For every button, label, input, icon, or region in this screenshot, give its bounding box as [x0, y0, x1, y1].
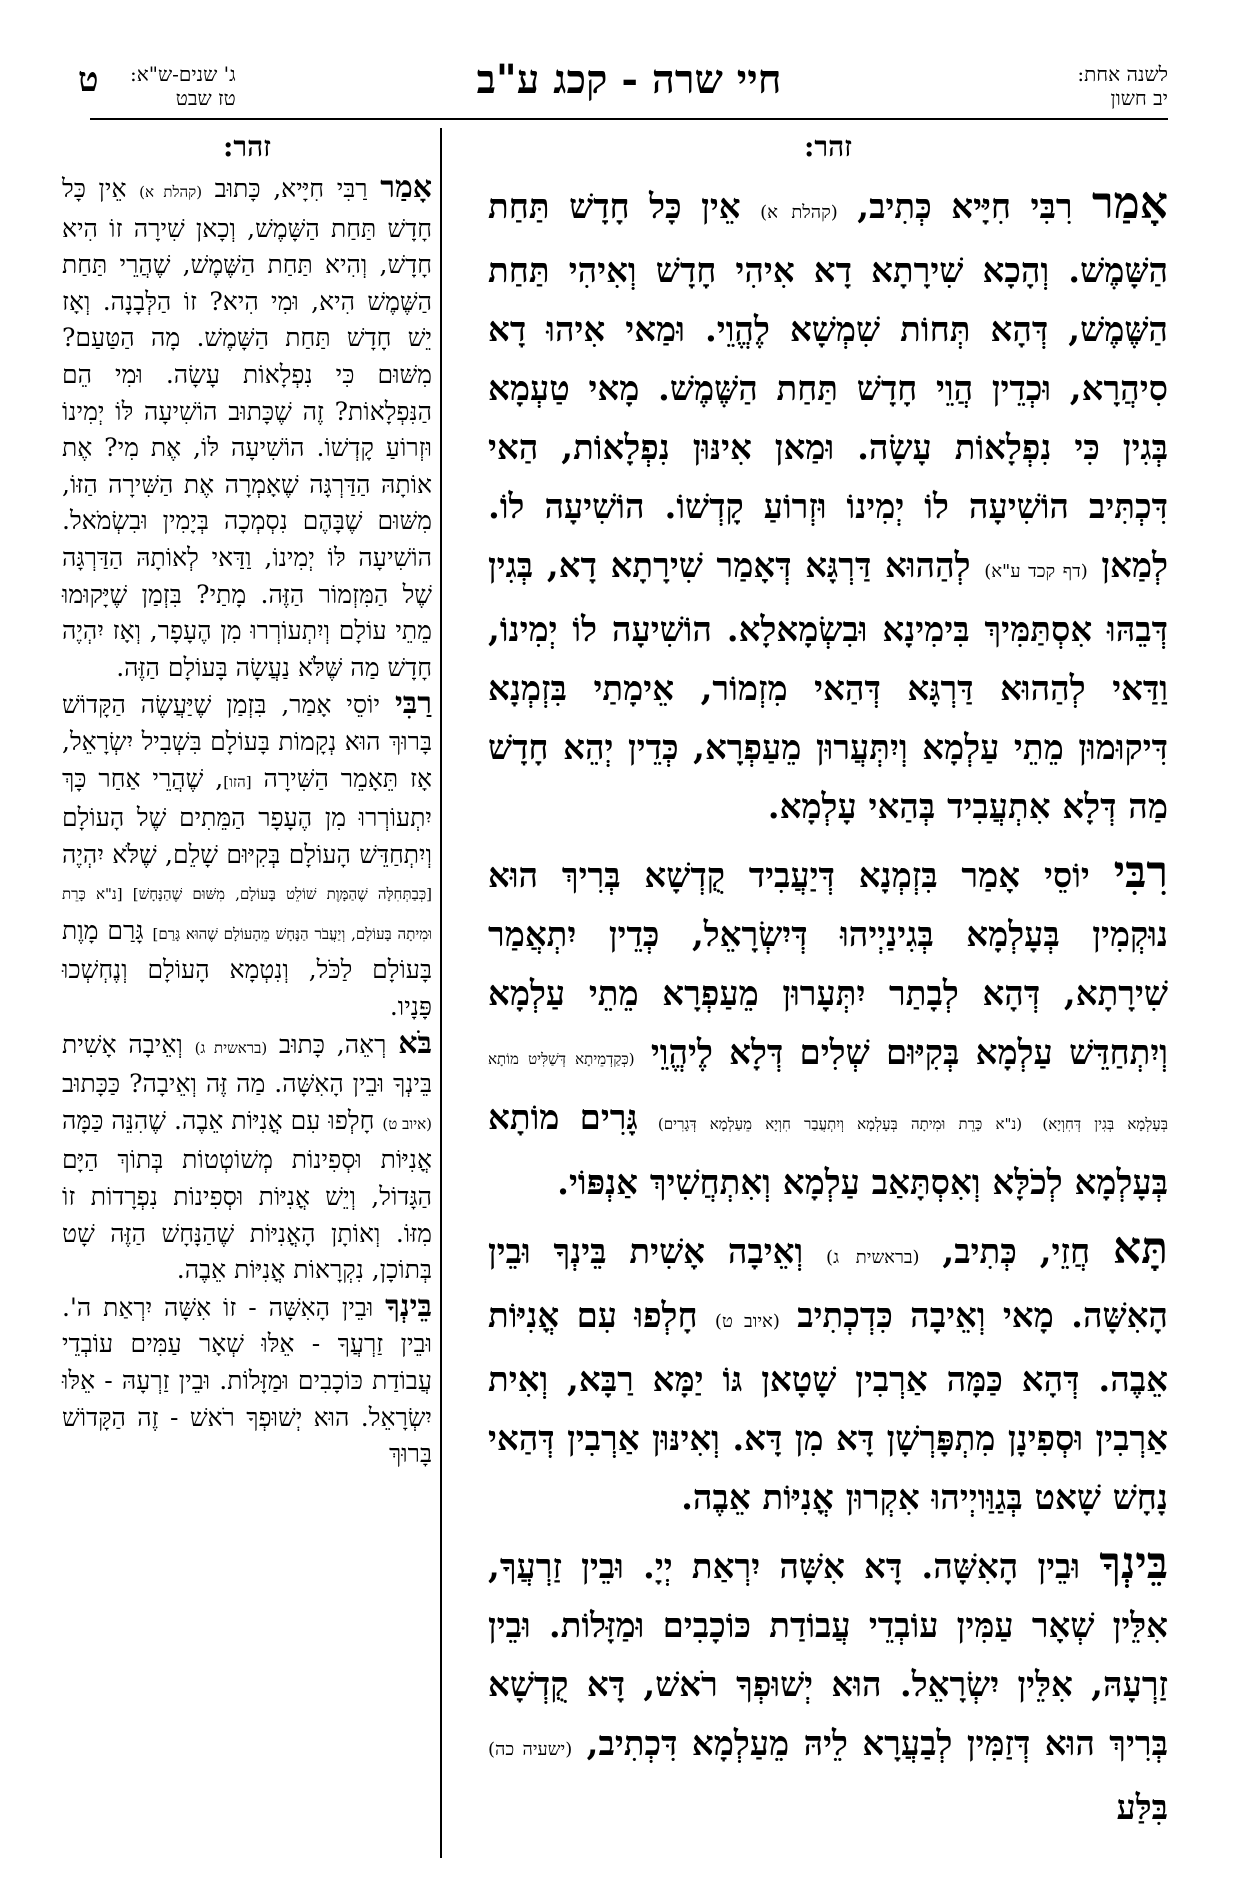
source-reference: (קהלת א)	[139, 183, 203, 201]
paragraph-text: אֵין כָּל חָדָשׁ תַּחַת הַשָּׁמֶשׁ, וְכָאן שִׁירָה זוֹ הִיא חָדָשׁ, וְהִיא תַּחַת הַשֶּׁמֶשׁ, שֶׁהֲרֵי תַּחַת הַשֶּׁמֶשׁ הִיא, וּמִי הִיא? זוֹ הַלְּבָנָה. וְאָז יֵשׁ חָדָשׁ תַּחַת הַשָּׁמֶשׁ. מָה הַטַּעַם? מִשּׁוּם כִּי נִפְלָאוֹת עָשָׂה. וּמִי הֵם הַנִּפְלָאוֹת? זֶה שֶׁכָּתוּב הוֹשִׁיעָה לּוֹ יְמִינוֹ וּזְרוֹעַ קָדְשׁוֹ. הוֹשִׁיעָה לּוֹ, אֶת מִי? אֶת אוֹתָהּ הַדַּרְגָּה שֶׁאָמְרָה אֶת הַשִּׁירָה הַזּוֹ, מִשּׁוּם שֶׁבָּהֶם נִסְמְכָה בְּיָמִין וּבִשְׂמֹאל. הוֹשִׁיעָה לּוֹ יְמִינוֹ, וַדַּאי לְאוֹתָהּ הַדַּרְגָּה שֶׁל הַמִּזְמוֹר הַזֶּה. מָתַי? בִּזְמַן שֶׁיָּקוּמוּ מֵתֵי עוֹלָם וְיִתְעוֹרְרוּ מִן הֶעָפָר, וְאָז יִהְיֶה חָדָשׁ מַה שֶּׁלֹּא נַעֲשָׂה בָּעוֹלָם הַזֶּה.	[62, 174, 432, 682]
paragraph-text: וּבֵין הָאִשָּׁה - זוֹ אִשָּׁה יִרְאַת ה'. וּבֵין זַרְעֲךָ - אֵלּוּ שְׁאָר עַמִּים עוֹבְדֵי עֲבוֹדַת כּוֹכָבִים וּמַזָּלוֹת. וּבֵין זַרְעָהּ - אֵלּוּ יִשְׂרָאֵל. הוּא יְשׁוּפְךָ רֹאשׁ - זֶה הַקָּדוֹשׁ בָּרוּךְ	[62, 1292, 432, 1469]
header-schedule-date: טז שבט	[175, 86, 236, 110]
paragraph-text: גָּרִים מוֹתָא בְּעָלְמָא לְכֹלָּא וְאִסְתָּאַב עַלְמָא וְאִתְחֲשִׁיךְ אַנְפּוֹי.	[488, 1098, 1168, 1203]
source-reference: (דף קכד ע"א)	[984, 561, 1088, 582]
main-paragraph	[488, 843, 1168, 1213]
header-schedule-date: יב חשון	[1110, 86, 1168, 110]
translation-paragraph	[62, 686, 432, 1025]
variant-note: (כְּקַדְמֵיתָא דְּשַׁלִּיט מוֹתָא בְּעָלְמָא בְּגִין דְּחִוְיָא)	[488, 1050, 1168, 1133]
translation-paragraph	[62, 1289, 432, 1473]
paragraph-text: יוֹסֵי אָמַר, בִּזְמַן שֶׁיַּעֲשֶׂה הַקָּדוֹשׁ בָּרוּךְ הוּא נְקָמוֹת בָּעוֹלָם בִּשְׁבִיל יִשְׂרָאֵל, אָז תֵּאָמֵר הַשִּׁירָה	[62, 690, 432, 793]
main-paragraph	[488, 1534, 1168, 1838]
variant-note: (נ"א כָּרֵת וּמִיתָה בְּעָלְמָא וְיִתְעֲבַר חִוְיָא מֵעַלְמָא דְּגָרִים)	[657, 1115, 1023, 1133]
paragraph-lead-word: אָמַר	[380, 170, 432, 205]
translation-paragraph	[62, 1026, 432, 1289]
header-schedule-label: לשנה אחת:	[1077, 62, 1168, 86]
paragraph-text: חָלְפוּ עִם אֳנִיּוֹת אֵבֶה. דְּהָא כַּמָּה אַרְבִין שָׁטָאן גּוֹ יַמָּא רַבָּא, וְאִית אַרְבִין וּסְפִינָן מִתְפָּרְשָׁן דָּא מִן דָּא. וְאִינּוּן אַרְבִין דְּהַאי נָחָשׁ שָׁאט בְּגַוַּויְיהוּ אִקְרוּן אֳנִיּוֹת אֵבֶה.	[488, 1296, 1168, 1518]
source-reference: (בראשית ג)	[826, 1247, 920, 1268]
translation-paragraph	[62, 170, 432, 686]
source-reference: (קהלת א)	[760, 202, 838, 223]
paragraph-lead-word: רִבִּי	[1113, 847, 1168, 898]
paragraph-lead-word: בֵּינְךָ	[1099, 1538, 1168, 1589]
paragraph-text: לְהַהוּא דַּרְגָּא דְּאָמַר שִׁירָתָא דָא, בְּגִין דְּבֵהּוּ אִסְתַּמִּיךְ בִּימִינָא וּבִשְׂמָאלָא. הוֹשִׁיעָה לוֹ יְמִינוֹ, וַדַּאי לְהַהוּא דַּרְגָּא דְּהַאי מִזְמוֹר, אֵימָתַי בִּזְמְנָא דִּיקוּמוּן מֵתֵי עַלְמָא וְיִתְּעֲרוּן מֵעַפְרָא, כְּדֵין יְהֵא חָדָשׁ מַה דְּלָא אִתְעֲבִיד בְּהַאי עָלְמָא.	[488, 546, 1168, 827]
variant-note: [כְּבַתְּחִלָּה שֶׁהַמָּוֶת שׁוֹלֵט בָּעוֹלָם, מִשּׁוּם שֶׁהַנָּחָשׁ] [נ"א כָּרֵת וּמִיתָה בָּעוֹלָם, וְיַעֲבֹר הַנָּחָשׁ מֵהָעוֹלָם שֶׁהוּא גָּרַם]	[62, 885, 433, 943]
source-reference: [הזו]	[223, 772, 252, 791]
header-schedule-label: ג' שנים-ש"א:	[130, 62, 236, 86]
paragraph-text: וְאֵיבָה אָשִׁית בֵּינְךָ וּבֵין הָאִשָּׁה. מַה זֶּה וְאֵיבָה? כַּכָּתוּב	[62, 1029, 432, 1099]
main-text-column	[488, 128, 1168, 1844]
paragraph-text: יוֹסֵי אָמַר בִּזְמְנָא דְּיַעֲבִיד קֻדְשָׁא בְּרִיךְ הוּא נוּקְמִין בְּעָלְמָא בְּגִינַיְיהוּ דְּיִשְׂרָאֵל, כְּדֵין יִתְאֲמַר שִׁירָתָא, דְּהָא לְבָתַר יִתְּעָרוּן מֵעַפְרָא מֵתֵי עַלְמָא וְיִתְחַדֵּשׁ עַלְמָא בְּקִיּוּם שְׁלִים דְּלָא לֶיהֱוֵי	[488, 856, 1168, 1073]
paragraph-text: בִּלַּע	[1116, 1788, 1168, 1828]
column-divider	[440, 128, 442, 1858]
paragraph-text: רַבִּי חִיָּיא, כָּתוּב	[202, 174, 381, 203]
paragraph-text: וּבֵין הָאִשָּׁה. דָּא אִשָּׁה יִרְאַת יְיָ. וּבֵין זַרְעֲךָ, אִלֵּין שְׁאָר עַמִּין עוֹבְדֵי עֲבוֹדַת כּוֹכָבִים וּמַזָּלוֹת. וּבֵין זַרְעָהּ, אִלֵּין יִשְׂרָאֵל. הוּא יְשׁוּפְךָ רֹאשׁ, דָּא קֻדְשָׁא בְּרִיךְ הוּא דְּזַמִּין לְבַעֲרָא לֵיהּ מֵעַלְמָא דִּכְתִיב,	[488, 1547, 1168, 1764]
translation-column-heading: זהר:	[222, 130, 271, 163]
main-paragraph	[488, 1219, 1168, 1528]
page-header	[78, 52, 1168, 118]
main-column-heading: זהר:	[803, 130, 852, 163]
translation-text-column	[62, 128, 432, 1473]
main-paragraph	[488, 174, 1168, 837]
paragraph-text: אֵין כָּל חָדָשׁ תַּחַת הַשָּׁמֶשׁ. וְהָכָא שִׁירָתָא דָא אִיהִי חָדָשׁ וְאִיהִי תַּחַת הַשֶּׁמֶשׁ, דְּהָא תְּחוֹת שִׁמְשָׁא לֶהֱוֵי. וּמַאי אִיהוּ דָא סִיהֲרָא, וּכְדֵין הֲוֵי חָדָשׁ תַּחַת הַשֶּׁמֶשׁ. מָאי טַעְמָא בְּגִין כִּי נִפְלָאוֹת עָשָׂה. וּמַאן אִינּוּן נִפְלָאוֹת, הַאי דִּכְתִּיב הוֹשִׁיעָה לוֹ יְמִינוֹ וּזְרוֹעַ קָדְשׁוֹ. הוֹשִׁיעָה לוֹ. לְמַאן	[488, 187, 1168, 586]
header-rule	[90, 118, 1168, 120]
source-reference: (ישעיה כה)	[488, 1739, 573, 1760]
paragraph-text: חָלְפוּ עִם אֳנִיּוֹת אֵבֶה. שֶׁהִנֵּה כַּמָּה אֳנִיּוֹת וּסְפִינוֹת מְשׁוֹטְטוֹת בְּתוֹךְ הַיָּם הַגָּדוֹל, וְיֵשׁ אֳנִיּוֹת וּסְפִינוֹת נִפְרָדוֹת זוֹ מִזּוֹ. וְאוֹתָן הָאֳנִיּוֹת שֶׁהַנָּחָשׁ הַזֶּה שָׁט בְּתוֹכָן, נִקְרָאוֹת אֳנִיּוֹת אֵבֶה.	[62, 1105, 432, 1285]
source-reference: (איוב ט)	[382, 1114, 432, 1133]
header-schedule-three-years	[130, 62, 236, 110]
paragraph-lead-word: אָמַר	[1092, 178, 1168, 229]
paragraph-lead-word: רַבִּי	[394, 686, 432, 722]
paragraph-lead-word: בֹּא	[398, 1025, 432, 1061]
paragraph-text: , שֶׁהֲרֵי אַחַר כָּךְ יִתְעוֹרְרוּ מִן הֶעָפָר הַמֵּתִים שֶׁל הָעוֹלָם וְיִתְחַדֵּשׁ הָעוֹלָם בְּקִיּוּם שָׁלֵם, שֶׁלֹּא יִהְיֶה	[62, 763, 432, 869]
paragraph-text: רִבִּי חִיָּיא כְּתִיב,	[837, 187, 1093, 227]
paragraph-text: גָּרַם מָוֶת בָּעוֹלָם לַכֹּל, וְנִטְמָא הָעוֹלָם וְנֶחְשְׁכוּ פָּנָיו.	[62, 915, 432, 1022]
source-reference: (בראשית ג)	[194, 1038, 268, 1057]
paragraph-lead-word: בֵּינְךָ	[385, 1288, 432, 1324]
page-title: חיי שרה - קכג ע"ב	[476, 56, 782, 103]
source-reference: (איוב ט)	[714, 1311, 780, 1332]
paragraph-text: וְאֵיבָה אָשִׁית בֵּינְךָ וּבֵין הָאִשָּׁה. מָאי וְאֵיבָה כִּדְכְתִיב	[488, 1232, 1168, 1336]
paragraph-text: רְאֵה, כָּתוּב	[267, 1029, 399, 1059]
paragraph-lead-word: תָּא	[1112, 1223, 1169, 1274]
page-number: ט	[78, 60, 99, 100]
paragraph-text: חֲזֵי, כְּתִיב,	[919, 1232, 1113, 1272]
